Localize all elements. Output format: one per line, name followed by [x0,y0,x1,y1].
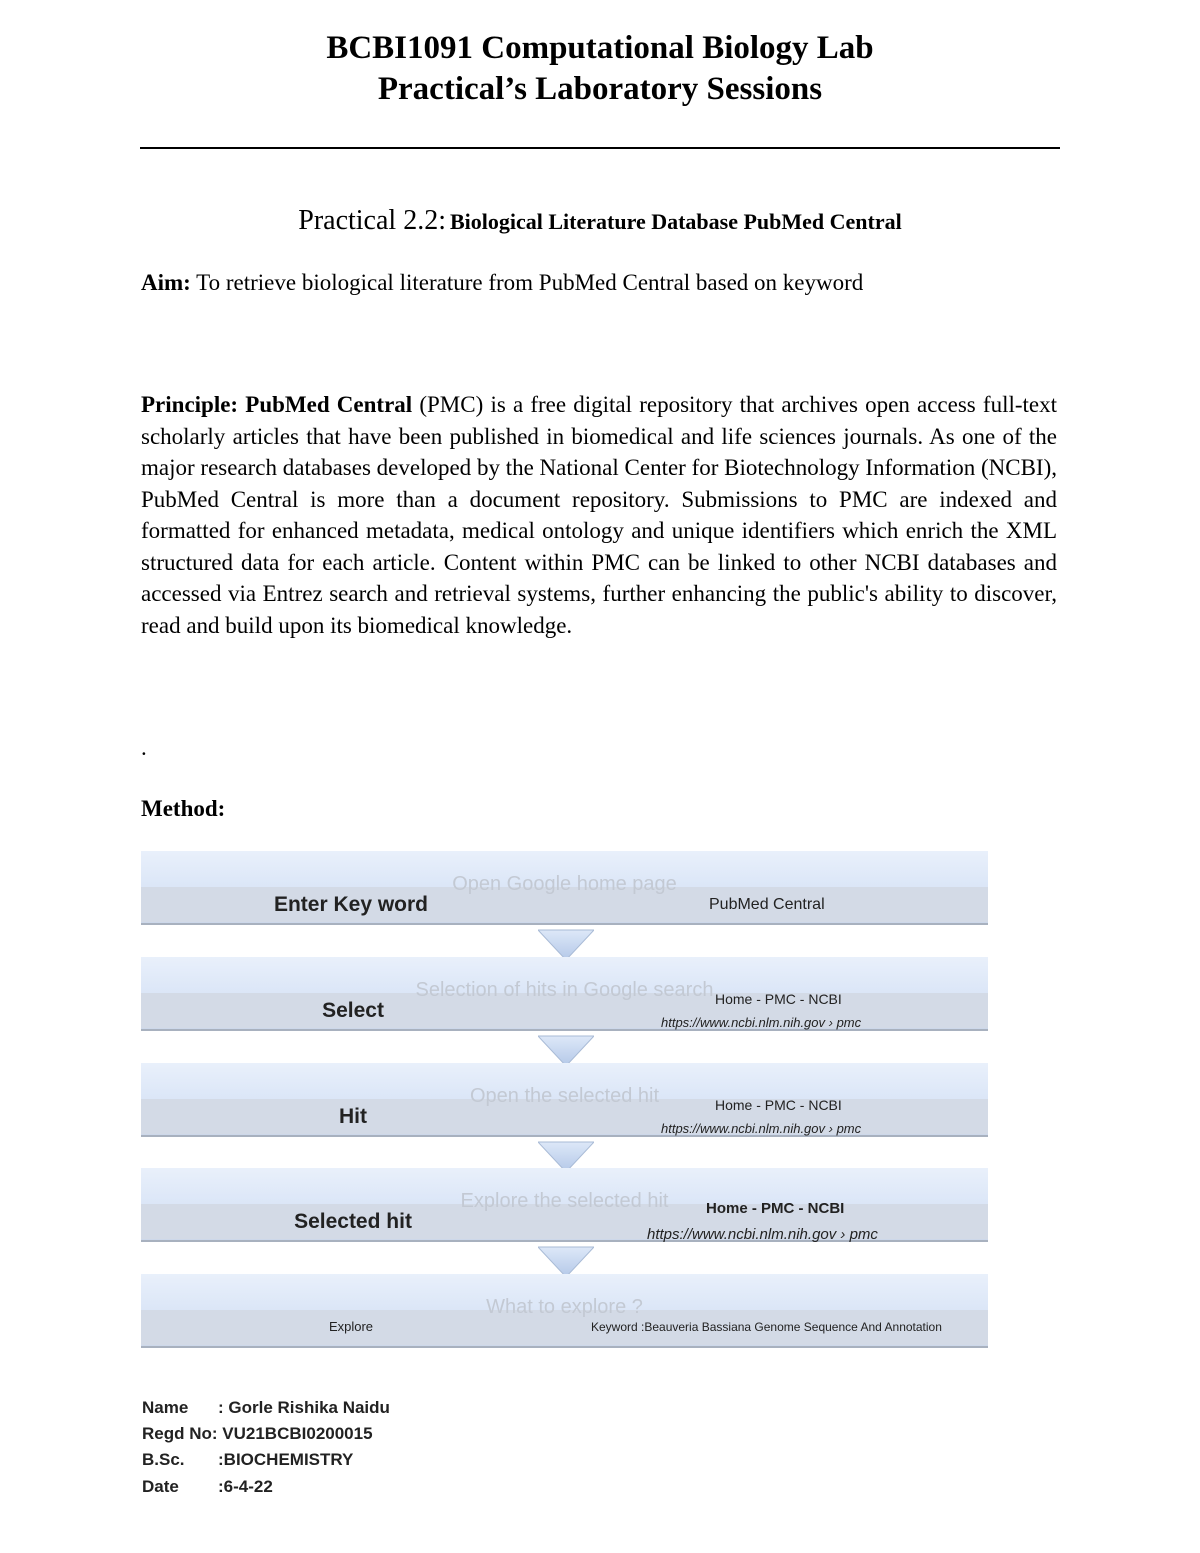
principle-label: Principle: [141,392,239,417]
practical-heading [0,205,1200,237]
flow-step-caption: Open Google home page [452,873,677,895]
flow-step-4 [141,1168,988,1242]
regd-value: VU21BCBI0200015 [222,1424,373,1443]
flow-step-label: Select [322,999,384,1022]
stray-dot: . [141,735,147,760]
flow-step-caption: What to explore ? [486,1296,643,1318]
flow-step-caption: Selection of hits in Google search [415,979,714,1001]
student-course-row [142,1450,353,1470]
aim-text: To retrieve biological literature from PubMed Central based on keyword [196,270,864,295]
down-arrow-icon [538,1032,594,1066]
date-value: :6-4-22 [218,1477,273,1496]
date-label: Date [142,1477,179,1496]
principle-text: (PMC) is a free digital repository that archives open access full-text scholarly articles that have been published in biomedical and life sciences journals. As one of the major research databases developed by the National Center for Biotechnology Information (NCBI), PubMed Central is more than a document repository. Submissions to PMC are indexed and formatted for enhanced metadata, medical ontology and unique identifiers which enrich the XML structured data for each article. Content within PMC can be linked to other NCBI databases and accessed via Entrez search and retrieval systems, further enhancing the public's ability to discover, read and build upon its biomedical knowledge. [141,392,1058,638]
flow-step-url: https://www.ncbi.nlm.nih.gov › pmc [647,1226,878,1243]
flow-step-caption: Open the selected hit [469,1085,659,1107]
flow-step-detail: Home - PMC - NCBI [706,1200,845,1217]
down-arrow-icon [538,926,594,960]
practical-number: Practical 2.2: [298,205,446,236]
aim-label: Aim: [141,270,191,295]
document-title: BCBI1091 Computational Biology Lab [326,30,874,66]
flow-step-1 [141,851,988,925]
principle-bold-term: PubMed Central [245,392,413,417]
flow-step-label: Enter Key word [273,893,429,916]
flow-step-detail: PubMed Central [709,896,825,913]
name-label: Name [142,1398,189,1417]
flow-step-5 [141,1274,988,1348]
flow-step-caption: Explore the selected hit [460,1190,669,1212]
flow-step-label: Explore [328,1319,374,1334]
down-arrow-icon [538,1138,594,1172]
flow-step-2 [141,957,988,1031]
flow-step-detail: Home - PMC - NCBI [715,1097,842,1113]
student-regd-row [142,1424,373,1444]
regd-label: Regd No: [142,1424,218,1443]
flow-step-label: Selected hit [294,1210,412,1233]
aim-paragraph [141,270,863,296]
flow-step-3 [141,1063,988,1137]
student-date-row [142,1477,273,1497]
name-value: : Gorle Rishika Naidu [218,1398,390,1417]
method-heading: Method: [141,796,226,821]
principle-paragraph [141,389,1057,641]
flow-step-url: https://www.ncbi.nlm.nih.gov › pmc [661,1015,862,1030]
course-label: B.Sc. [142,1450,185,1469]
flow-step-detail: Home - PMC - NCBI [715,991,842,1007]
course-value: :BIOCHEMISTRY [218,1450,354,1469]
practical-title: Biological Literature Database PubMed Central [449,209,902,234]
flow-step-label: Hit [339,1105,367,1128]
student-name-row [142,1398,390,1418]
down-arrow-icon [538,1243,594,1277]
document-subtitle: Practical’s Laboratory Sessions [377,71,823,107]
header-divider [140,147,1060,149]
flow-step-url: https://www.ncbi.nlm.nih.gov › pmc [661,1121,862,1136]
flow-step-detail: Keyword :Beauveria Bassiana Genome Sequence And Annotation [591,1320,942,1334]
